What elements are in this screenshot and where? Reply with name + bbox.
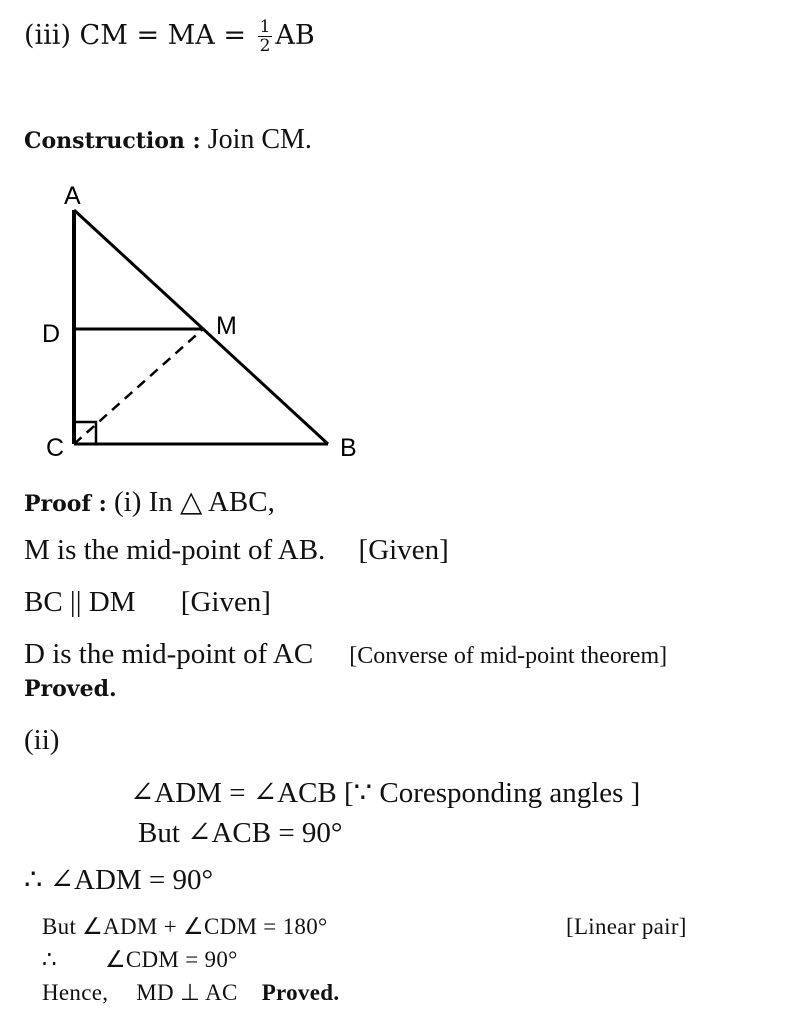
therefore-adm-90: ∴ ∠ADM = 90° (24, 864, 214, 896)
fraction-numerator: 1 (259, 17, 271, 37)
d-midpoint-text: D is the mid-point of AC (24, 638, 314, 670)
segment-cm-dashed (74, 329, 203, 444)
label-d: D (42, 320, 61, 348)
hence-word: Hence, (42, 980, 109, 1005)
m-midpoint-reason: [Given] (358, 534, 449, 566)
d-midpoint-line (24, 638, 667, 671)
label-m: M (216, 312, 237, 340)
d-midpoint-reason: [Converse of mid-point theorem] (349, 643, 668, 669)
proof-part-i: (i) In △ ABC, (106, 486, 275, 518)
but-acb-90: But ∠ACB = 90° (138, 817, 343, 849)
proved-label-2: Proved. (261, 980, 340, 1005)
statement-iii-lhs: (iii) CM = MA = (24, 20, 255, 51)
cdm-90-line (42, 947, 238, 973)
triangle-diagram (30, 176, 370, 466)
label-c: C (46, 434, 65, 462)
label-a: A (64, 182, 81, 210)
construction-text: Join CM. (200, 124, 312, 155)
construction-label: Construction : (24, 128, 201, 154)
proof-label: Proof : (24, 491, 107, 517)
therefore-symbol: ∴ (42, 947, 57, 972)
fraction-denominator: 2 (259, 36, 271, 56)
statement-iii-rhs: AB (275, 20, 315, 51)
hence-line (42, 980, 339, 1006)
m-midpoint-text: M is the mid-point of AB. (24, 534, 326, 566)
cdm-90-text: ∠CDM = 90° (104, 947, 238, 972)
label-b: B (340, 434, 357, 462)
linear-pair-reason: [Linear pair] (566, 914, 687, 939)
part-ii-label: (ii) (24, 724, 60, 756)
bc-parallel-dm-text: BC || DM (24, 586, 136, 618)
adm-equals-acb: ∠ADM = ∠ACB [∵ Coresponding angles ] (130, 777, 641, 809)
bc-parallel-dm-reason: [Given] (180, 586, 271, 618)
md-perp-ac: MD ⊥ AC (136, 980, 238, 1005)
fraction-one-half (258, 18, 273, 55)
m-midpoint-line (24, 534, 449, 567)
linear-pair-equation: But ∠ADM + ∠CDM = 180° (42, 914, 328, 939)
proof-line (24, 484, 275, 519)
proved-label-1: Proved. (24, 676, 117, 702)
statement-iii (24, 18, 315, 55)
construction-line (24, 124, 312, 156)
bc-parallel-dm-line (24, 586, 271, 619)
